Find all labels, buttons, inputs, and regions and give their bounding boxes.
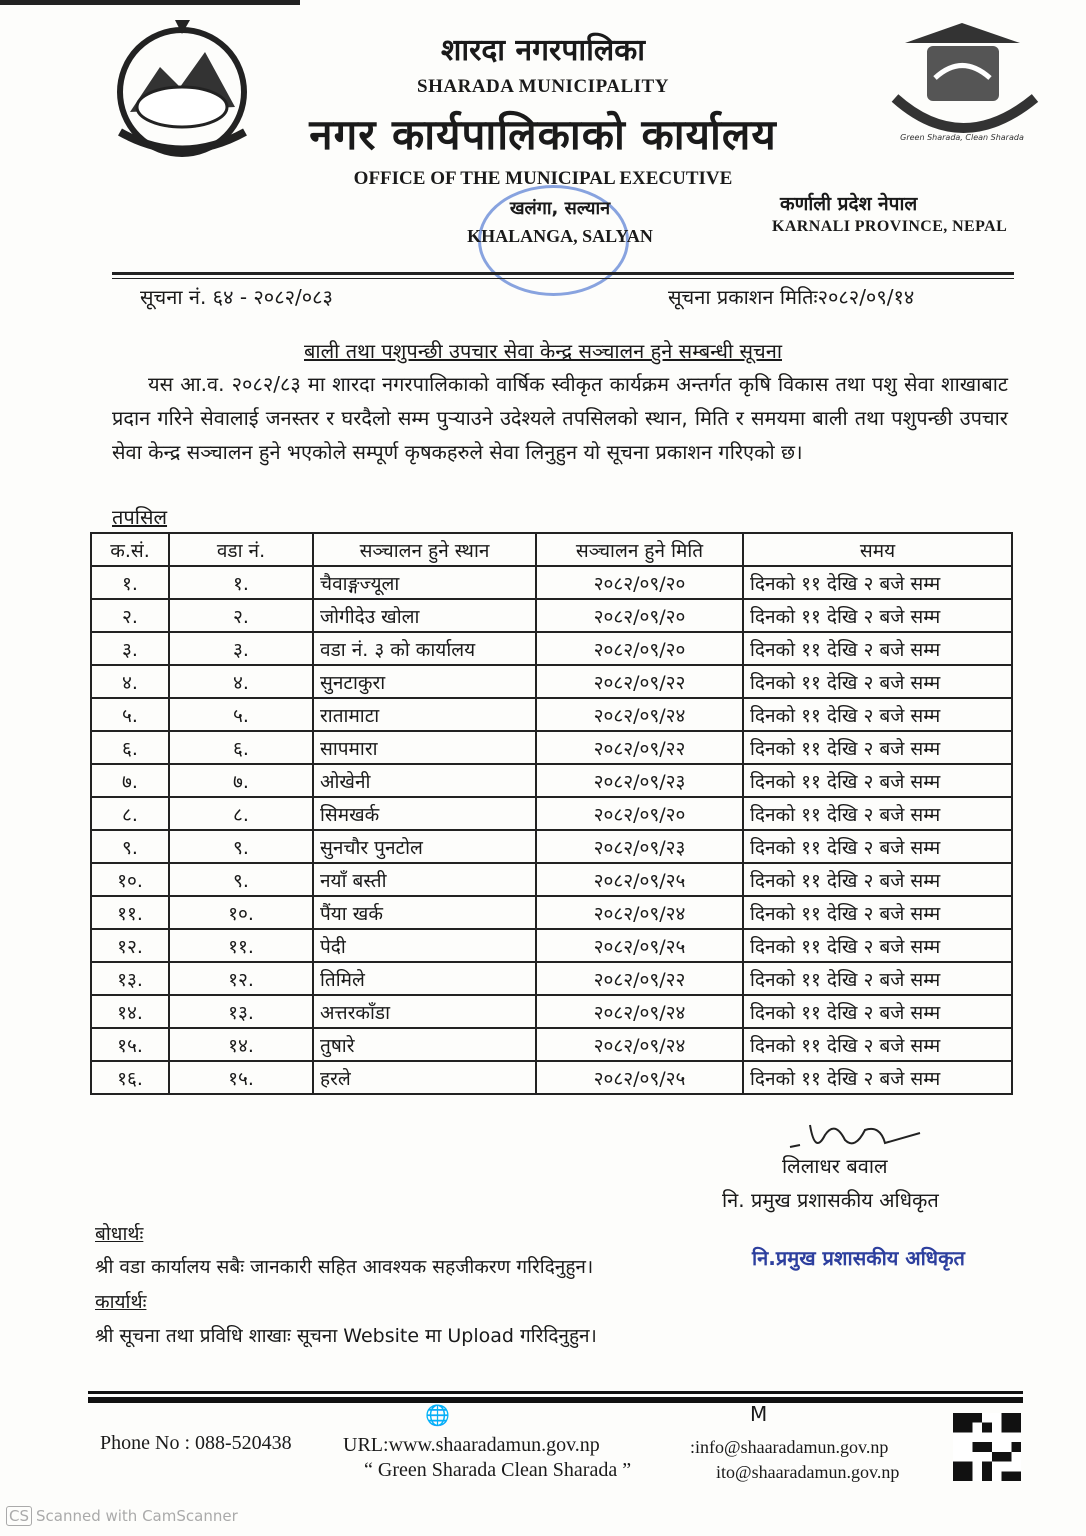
ward-cell: १४. [169,1028,313,1061]
location-cell: सुनचौर पुनटोल [313,830,536,863]
ward-cell: ९. [169,863,313,896]
ward-cell: १. [169,566,313,599]
serial-cell: ११. [91,896,169,929]
ward-cell: २. [169,599,313,632]
sharada-municipality-logo [885,18,1040,148]
signature [785,1115,925,1155]
serial-cell: ७. [91,764,169,797]
header-divider [112,272,1014,275]
signatory-name: लिलाधर बवाल [782,1154,888,1178]
location-cell: तिमिले [313,962,536,995]
date-cell: २०८२/०९/२४ [536,1028,743,1061]
ward-cell: ४. [169,665,313,698]
table-row [91,698,1012,731]
ward-cell: ९. [169,830,313,863]
footer-slogan: “ Green Sharada Clean Sharada ” [364,1459,632,1481]
date-cell: २०८२/०९/२३ [536,830,743,863]
footer-phone: Phone No : 088-520438 [100,1432,292,1454]
municipality-name-en: SHARADA MUNICIPALITY [417,76,669,97]
ward-cell: ११. [169,929,313,962]
location-cell: रातामाटा [313,698,536,731]
province-np: कर्णाली प्रदेश नेपाल [780,193,918,215]
table-row [91,863,1012,896]
location-cell: अत्तरकाँडा [313,995,536,1028]
location-cell: तुषारे [313,1028,536,1061]
serial-cell: १०. [91,863,169,896]
serial-cell: १४. [91,995,169,1028]
date-cell: २०८२/०९/२४ [536,896,743,929]
serial-cell: १३. [91,962,169,995]
location-en: KHALANGA, SALYAN [467,226,653,246]
mail-icon: M [750,1402,768,1426]
time-cell: दिनको ११ देखि २ बजे सम्म [743,962,1012,995]
time-cell: दिनको ११ देखि २ बजे सम्म [743,797,1012,830]
serial-cell: ९. [91,830,169,863]
footer-url [343,1434,600,1457]
table-row [91,632,1012,665]
office-name-np: नगर कार्यपालिकाको कार्यालय [309,110,777,159]
serial-cell: ६. [91,731,169,764]
footer-divider [88,1391,1023,1394]
location-cell: पैंया खर्क [313,896,536,929]
serial-cell: ८. [91,797,169,830]
location-cell: ओखेनी [313,764,536,797]
date-cell: २०८२/०९/२४ [536,995,743,1028]
date-cell: २०८२/०९/२३ [536,764,743,797]
notice-published-date: सूचना प्रकाशन मितिः२०८२/०९/१४ [668,285,915,309]
scan-edge [0,0,300,5]
serial-cell: ३. [91,632,169,665]
time-cell: दिनको ११ देखि २ बजे सम्म [743,731,1012,764]
notice-number: सूचना नं. ६४ - २०८२/०८३ [140,285,333,309]
location-np: खलंगा, सल्यान [509,198,611,219]
time-cell: दिनको ११ देखि २ बजे सम्म [743,1061,1012,1094]
table-row [91,929,1012,962]
column-header: सञ्चालन हुने मिति [536,533,743,566]
globe-icon: 🌐 [425,1403,450,1427]
date-cell: २०८२/०९/२५ [536,863,743,896]
location-cell: हरले [313,1061,536,1094]
table-row [91,995,1012,1028]
time-cell: दिनको ११ देखि २ बजे सम्म [743,632,1012,665]
table-row [91,764,1012,797]
date-cell: २०८२/०९/२५ [536,929,743,962]
footer-divider-thick [88,1397,1023,1403]
ward-cell: ६. [169,731,313,764]
time-cell: दिनको ११ देखि २ बजे सम्म [743,764,1012,797]
serial-cell: ५. [91,698,169,731]
action-text: श्री सूचना तथा प्रविधि शाखाः सूचना Website मा Upload गरिदिनुहुन। [95,1325,597,1347]
location-cell: सुनटाकुरा [313,665,536,698]
logo-slogan: Green Sharada, Clean Sharada [900,133,1024,142]
ward-cell: १३. [169,995,313,1028]
date-cell: २०८२/०९/२० [536,599,743,632]
date-cell: २०८२/०९/२० [536,632,743,665]
table-row [91,830,1012,863]
table-row [91,665,1012,698]
serial-cell: ४. [91,665,169,698]
column-header: क.सं. [91,533,169,566]
footer-email-info: :info@shaaradamun.gov.np [690,1437,889,1457]
location-cell: पेदी [313,929,536,962]
ward-cell: १०. [169,896,313,929]
serial-cell: १५. [91,1028,169,1061]
location-cell: चैवाङ्गज्यूला [313,566,536,599]
ward-cell: ३. [169,632,313,665]
time-cell: दिनको ११ देखि २ बजे सम्म [743,1028,1012,1061]
province-en: KARNALI PROVINCE, NEPAL [772,218,1008,235]
time-cell: दिनको ११ देखि २ बजे सम्म [743,830,1012,863]
table-row [91,1061,1012,1094]
time-cell: दिनको ११ देखि २ बजे सम्म [743,995,1012,1028]
time-cell: दिनको ११ देखि २ बजे सम्म [743,896,1012,929]
table-row [91,962,1012,995]
time-cell: दिनको ११ देखि २ बजे सम्म [743,599,1012,632]
header-divider-thin [112,278,1014,279]
ward-cell: १२. [169,962,313,995]
office-name-en: OFFICE OF THE MUNICIPAL EXECUTIVE [353,168,733,189]
time-cell: दिनको ११ देखि २ बजे सम्म [743,566,1012,599]
watermark-text: Scanned with CamScanner [36,1507,238,1525]
date-cell: २०८२/०९/२२ [536,731,743,764]
footer-email-ito: ito@shaaradamun.gov.np [716,1462,900,1482]
serial-cell: १. [91,566,169,599]
column-header: वडा नं. [169,533,313,566]
info-label: बोधार्थः [95,1223,144,1245]
date-cell: २०८२/०९/२२ [536,962,743,995]
column-header: सञ्चालन हुने स्थान [313,533,536,566]
time-cell: दिनको ११ देखि २ बजे सम्म [743,665,1012,698]
schedule-label: तपसिल [112,505,168,529]
table-row [91,1028,1012,1061]
date-cell: २०८२/०९/२० [536,566,743,599]
camscanner-badge: CS [6,1506,32,1526]
time-cell: दिनको ११ देखि २ बजे सम्म [743,698,1012,731]
date-cell: २०८२/०९/२० [536,797,743,830]
ward-cell: ५. [169,698,313,731]
ward-cell: ८. [169,797,313,830]
table-row [91,731,1012,764]
column-header: समय [743,533,1012,566]
serial-cell: १६. [91,1061,169,1094]
location-cell: सापमारा [313,731,536,764]
notice-subject: बाली तथा पशुपन्छी उपचार सेवा केन्द्र सञ्चालन हुने सम्बन्धी सूचना [304,339,782,363]
serial-cell: २. [91,599,169,632]
location-cell: जोगीदेउ खोला [313,599,536,632]
table-header-row [91,533,1012,566]
location-cell: सिमखर्क [313,797,536,830]
time-cell: दिनको ११ देखि २ बजे सम्म [743,863,1012,896]
table-row [91,566,1012,599]
table-row [91,797,1012,830]
date-cell: २०८२/०९/२५ [536,1061,743,1094]
website-link[interactable]: www.shaaradamun.gov.np [388,1434,600,1456]
camscanner-watermark [6,1506,238,1526]
url-label: URL: [343,1434,389,1456]
ward-cell: १५. [169,1061,313,1094]
signatory-stamp: नि.प्रमुख प्रशासकीय अधिकृत [752,1246,965,1270]
location-cell: नयाँ बस्ती [313,863,536,896]
qr-code [952,1413,1022,1481]
municipality-name-np: शारदा नगरपालिका [440,33,646,68]
date-cell: २०८२/०९/२२ [536,665,743,698]
action-label: कार्यार्थः [95,1291,147,1313]
notice-body: यस आ.व. २०८२/८३ मा शारदा नगरपालिकाको वार्षिक स्वीकृत कार्यक्रम अन्तर्गत कृषि विकास तथा पशु सेवा शाखाबाट प्रदान गरिने सेवालाई जनस्तर र घरदैलो सम्म पुर्‍याउने उदेश्यले तपसिलको स्थान, मिति र समयमा बाली तथा पशुपन्छी उपचार सेवा केन्द्र सञ्चालन हुने भएकोले सम्पूर्ण कृषकहरुले सेवा लिनुहुन यो सूचना प्रकाशन गरिएको छ। [112,372,1008,464]
table-row [91,599,1012,632]
date-cell: २०८२/०९/२४ [536,698,743,731]
table-row [91,896,1012,929]
signatory-title: नि. प्रमुख प्रशासकीय अधिकृत [722,1188,939,1212]
ward-cell: ७. [169,764,313,797]
schedule-table [90,532,1013,1095]
location-cell: वडा नं. ३ को कार्यालय [313,632,536,665]
time-cell: दिनको ११ देखि २ बजे सम्म [743,929,1012,962]
serial-cell: १२. [91,929,169,962]
info-text: श्री वडा कार्यालय सबैः जानकारी सहित आवश्यक सहजीकरण गरिदिनुहुन। [95,1256,594,1278]
